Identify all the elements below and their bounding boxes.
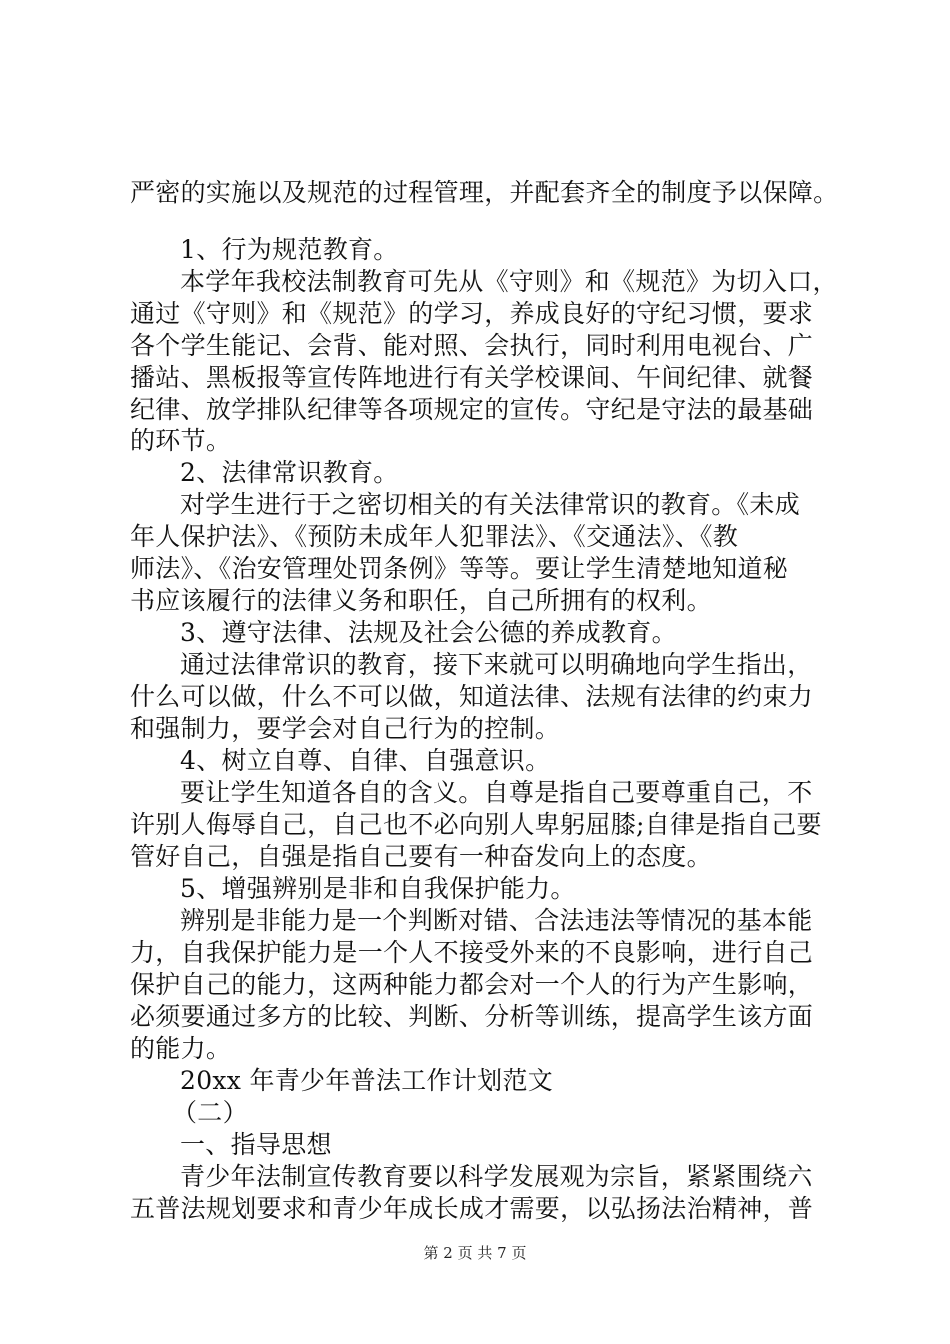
text-line: 书应该履行的法律义务和职任，自己所拥有的权利。 [130, 586, 712, 615]
text-line: 什么可以做，什么不可以做，知道法律、法规有法律的约束力 [130, 682, 814, 711]
text-line: 和强制力，要学会对自己行为的控制。 [130, 714, 561, 743]
text-line: 要让学生知道各自的含义。自尊是指自己要尊重自己，不 [180, 778, 813, 807]
page-number-footer: 第 2 页 共 7 页 [423, 1244, 527, 1262]
section-heading-1: 1、行为规范教育。 [180, 235, 399, 264]
text-line: 年人保护法》、《预防未成年人犯罪法》、《交通法》、《教 [130, 522, 739, 551]
text-line: 必须要通过多方的比较、判断、分析等训练，提高学生该方面 [130, 1002, 814, 1031]
text-line: 管好自己，自强是指自己要有一种奋发向上的态度。 [130, 842, 712, 871]
text-line: 许别人侮辱自己，自己也不必向别人卑躬屈膝;自律是指自己要 [130, 810, 822, 839]
text-line: 辨别是非能力是一个判断对错、合法违法等情况的基本能 [180, 906, 813, 935]
section-heading-5: 5、增强辨别是非和自我保护能力。 [180, 874, 576, 903]
section-heading-2: 2、法律常识教育。 [180, 458, 399, 487]
text-line: 青少年法制宣传教育要以科学发展观为宗旨，紧紧围绕六 [180, 1162, 813, 1191]
text-line: 五普法规划要求和青少年成长成才需要，以弘扬法治精神，普 [130, 1194, 814, 1223]
document-subtitle: 20xx 年青少年普法工作计划范文 [180, 1066, 554, 1095]
text-line: 本学年我校法制教育可先从《守则》和《规范》为切入口， [180, 267, 838, 296]
section-heading-3: 3、遵守法律、法规及社会公德的养成教育。 [180, 618, 677, 647]
text-line: 纪律、放学排队纪律等各项规定的宣传。守纪是守法的最基础 [130, 395, 814, 424]
document-subtitle-number: （二） [172, 1098, 248, 1127]
text-line: 的能力。 [130, 1034, 232, 1063]
text-line: 通过《守则》和《规范》的学习，养成良好的守纪习惯，要求 [130, 299, 814, 328]
text-line: 力，自我保护能力是一个人不接受外来的不良影响，进行自己 [130, 938, 814, 967]
text-line: 的环节。 [130, 426, 232, 455]
text-line: 保护自己的能力，这两种能力都会对一个人的行为产生影响， [130, 970, 814, 999]
text-line: 对学生进行于之密切相关的有关法律常识的教育。《未成 [180, 490, 801, 519]
section-heading-4: 4、树立自尊、自律、自强意识。 [180, 746, 551, 775]
text-line: 严密的实施以及规范的过程管理，并配套齐全的制度予以保障。 [130, 178, 839, 207]
text-line: 各个学生能记、会背、能对照、会执行，同时利用电视台、广 [130, 331, 814, 360]
text-line: 通过法律常识的教育，接下来就可以明确地向学生指出， [180, 650, 813, 679]
text-line: 播站、黑板报等宣传阵地进行有关学校课间、午间纪律、就餐 [130, 363, 814, 392]
section-heading-guiding-thought: 一、指导思想 [180, 1130, 332, 1159]
text-line: 师法》、《治安管理处罚条例》等等。要让学生清楚地知道秘 [130, 554, 789, 583]
